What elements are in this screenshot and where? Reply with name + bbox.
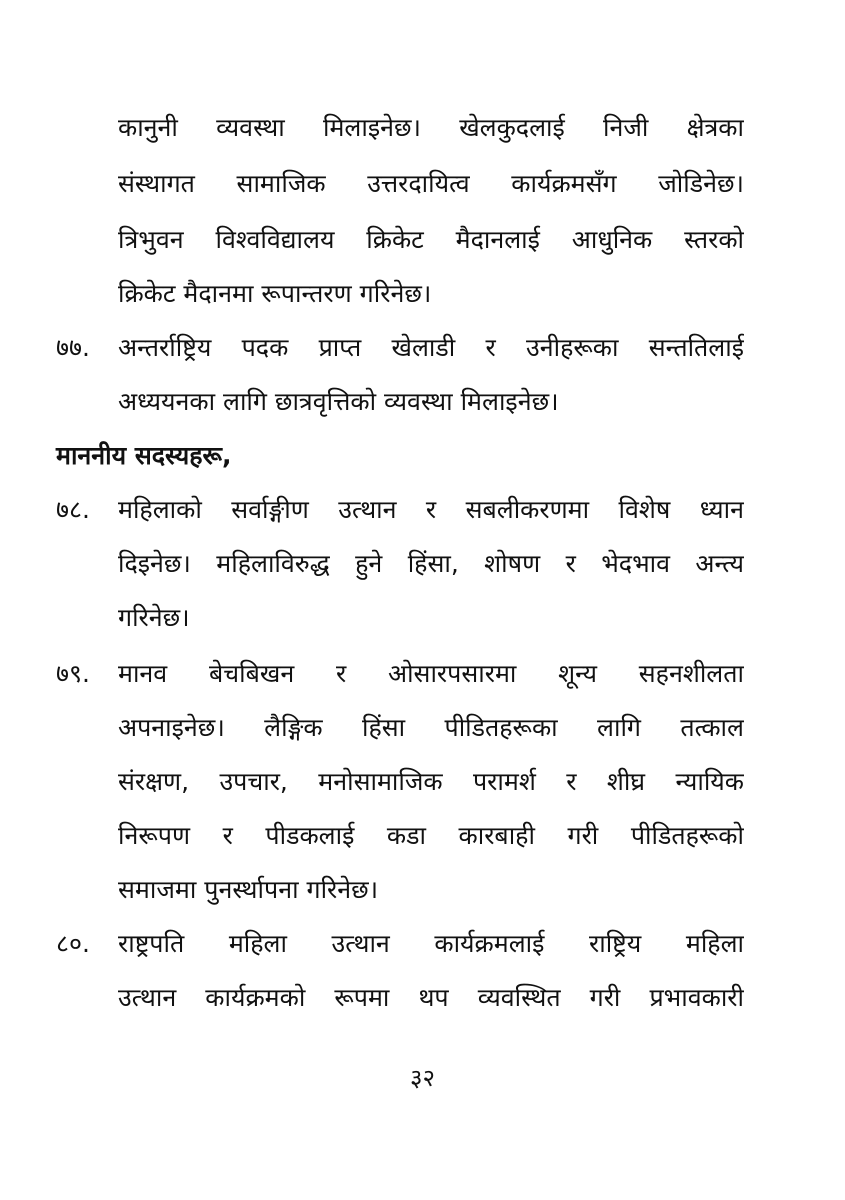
- body-text-line: उत्थान कार्यक्रमको रूपमा थप व्यवस्थित गरी प्रभावकारी: [118, 983, 744, 1012]
- page-number: ३२: [410, 1064, 435, 1092]
- body-text-line: दिइनेछ। महिलाविरुद्ध हुने हिंसा, शोषण र भेदभाव अन्त्य: [118, 549, 744, 578]
- paragraph-number: ७९.: [56, 659, 90, 688]
- body-text-line: गरिनेछ।: [118, 603, 190, 632]
- body-text-line: अध्ययनका लागि छात्रवृत्तिको व्यवस्था मिलाइनेछ।: [118, 387, 559, 416]
- body-text-line: अन्तर्राष्ट्रिय पदक प्राप्त खेलाडी र उनीहरूका सन्ततिलाई: [118, 333, 744, 362]
- body-text-line: कानुनी व्यवस्था मिलाइनेछ। खेलकुदलाई निजी क्षेत्रका: [118, 113, 744, 142]
- paragraph-number: ८०.: [56, 929, 90, 958]
- body-text-line: मानव बेचबिखन र ओसारपसारमा शून्य सहनशीलता: [118, 659, 744, 688]
- body-text-line: निरूपण र पीडकलाई कडा कारबाही गरी पीडितहरूको: [118, 821, 744, 850]
- paragraph-number: ७७.: [56, 333, 90, 362]
- paragraph-number: ७८.: [56, 495, 90, 524]
- body-text-line: क्रिकेट मैदानमा रूपान्तरण गरिनेछ।: [118, 279, 432, 308]
- body-text-line: संरक्षण, उपचार, मनोसामाजिक परामर्श र शीघ्र न्यायिक: [118, 767, 744, 796]
- body-text-line: संस्थागत सामाजिक उत्तरदायित्व कार्यक्रमसँग जोडिनेछ।: [118, 169, 744, 198]
- body-text-line: राष्ट्रपति महिला उत्थान कार्यक्रमलाई राष्ट्रिय महिला: [118, 929, 744, 958]
- body-text-line: महिलाको सर्वाङ्गीण उत्थान र सबलीकरणमा विशेष ध्यान: [118, 495, 744, 524]
- body-text-line: समाजमा पुनर्स्थापना गरिनेछ।: [118, 875, 379, 904]
- body-text-line: अपनाइनेछ। लैङ्गिक हिंसा पीडितहरूका लागि तत्काल: [118, 713, 744, 742]
- section-heading: माननीय सदस्यहरू,: [56, 441, 232, 470]
- body-text-line: त्रिभुवन विश्वविद्यालय क्रिकेट मैदानलाई आधुनिक स्तरको: [118, 225, 744, 254]
